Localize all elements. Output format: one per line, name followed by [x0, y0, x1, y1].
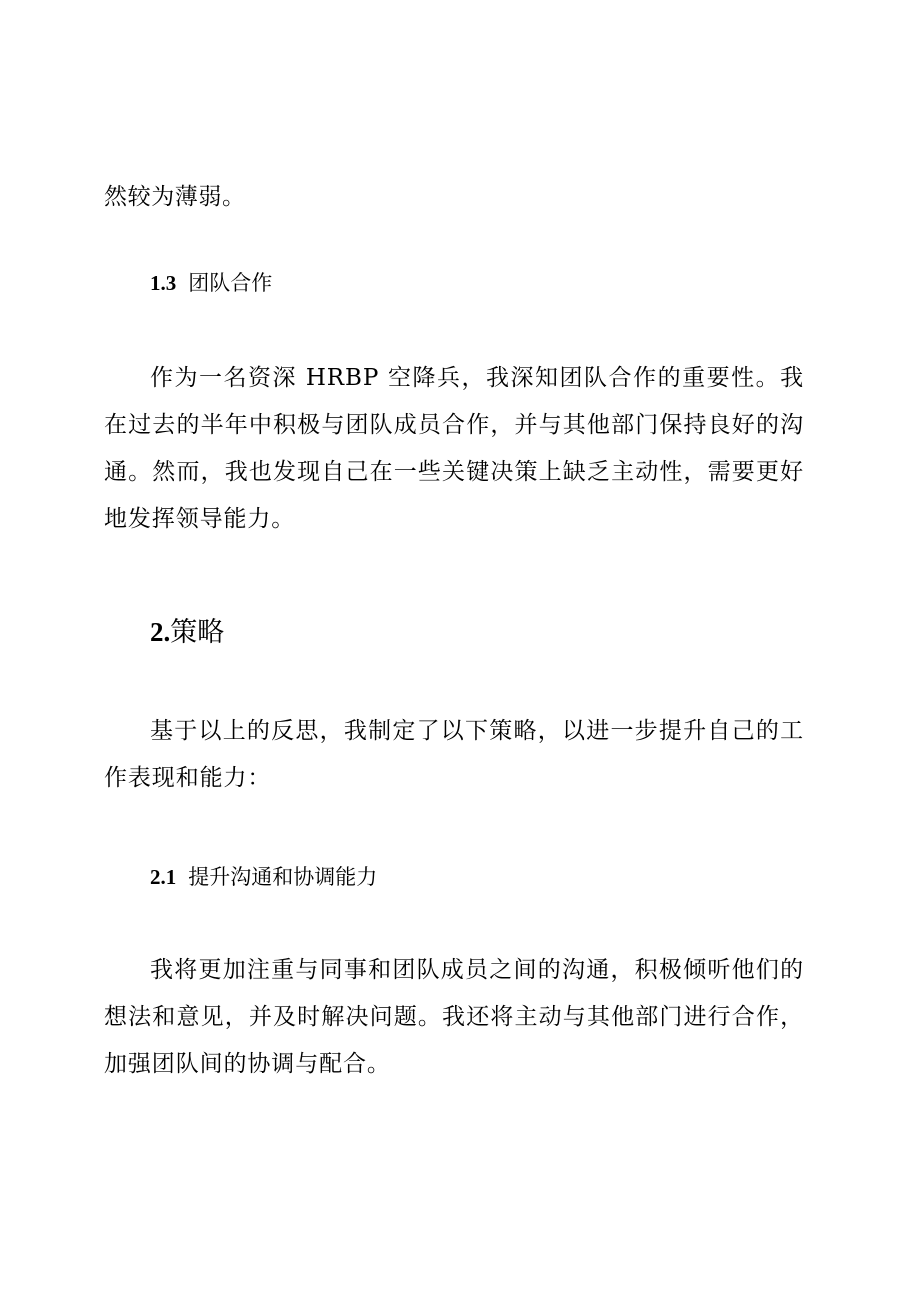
- section-2-paragraph: 基于以上的反思，我制定了以下策略，以进一步提升自己的工作表现和能力：: [104, 718, 804, 791]
- section-1-3-heading: [150, 268, 272, 298]
- section-1-3-title: 团队合作: [188, 271, 273, 295]
- section-2-1-number: 2.1: [150, 865, 177, 889]
- continuation-text: 然较为薄弱。: [104, 184, 246, 210]
- section-2-heading: [150, 614, 224, 651]
- section-1-3-number: 1.3: [150, 271, 177, 295]
- section-2-1-paragraph: 我将更加注重与同事和团队成员之间的沟通，积极倾听他们的想法和意见，并及时解决问题。我还将主动与其他部门进行合作，加强团队间的协调与配合。: [104, 957, 804, 1077]
- section-2-1-title: 提升沟通和协调能力: [188, 865, 378, 889]
- section-2-title: 策略: [170, 617, 225, 648]
- section-2-number: 2.: [150, 617, 171, 647]
- section-2-1-heading: [150, 862, 377, 892]
- section-1-3-paragraph: 作为一名资深 HRBP 空降兵，我深知团队合作的重要性。我在过去的半年中积极与团队成员合作，并与其他部门保持良好的沟通。然而，我也发现自己在一些关键决策上缺乏主动性，需要更好地发挥领导能力。: [104, 365, 804, 532]
